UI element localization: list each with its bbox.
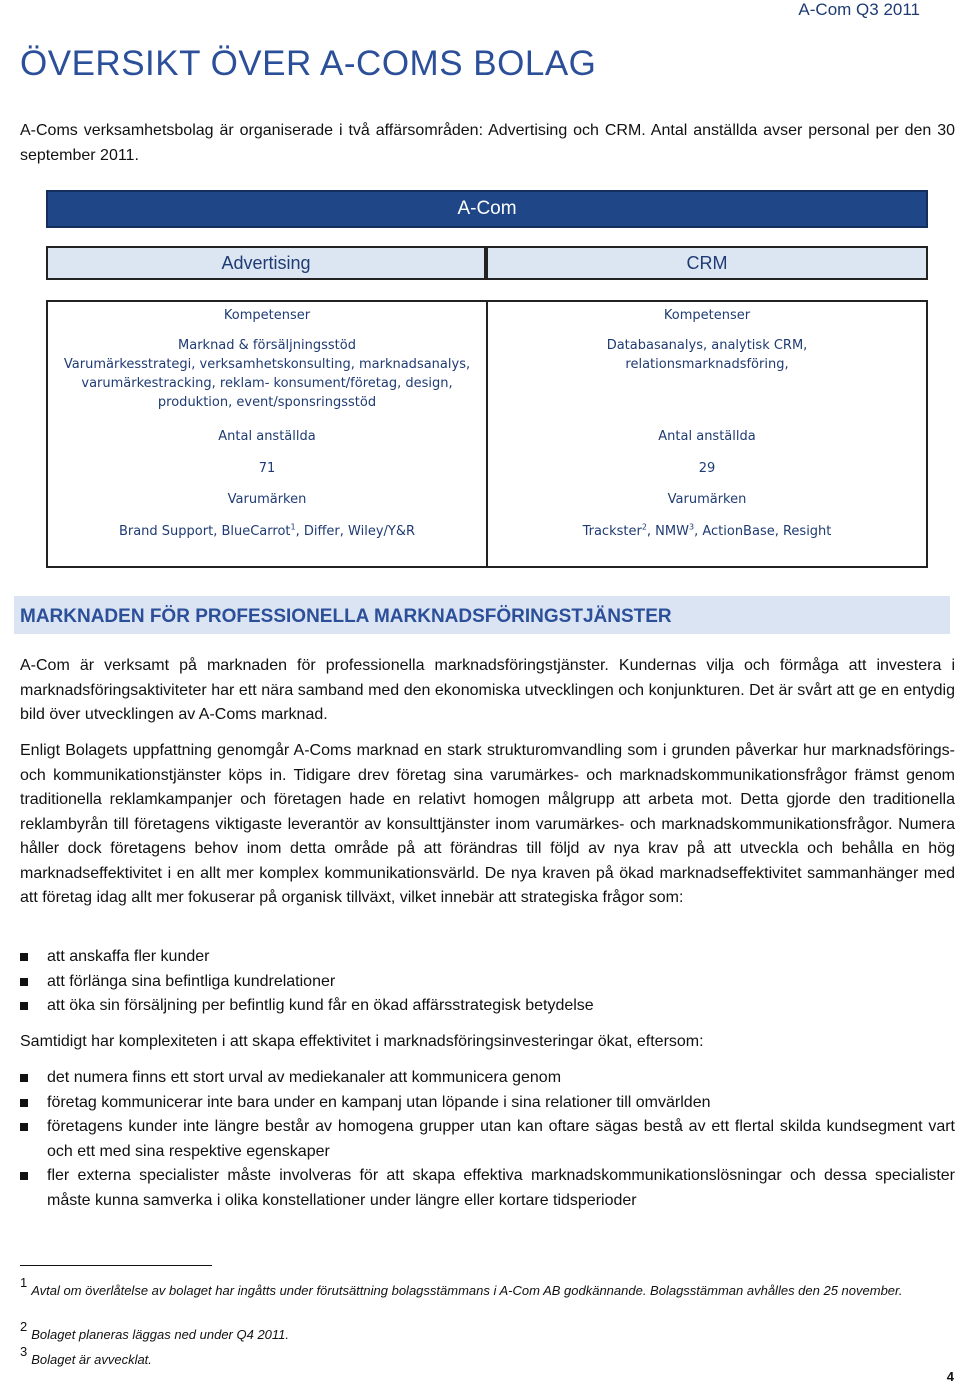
- paragraph-2: Enligt Bolagets uppfattning genomgår A-Coms marknad en stark strukturomvandling som i grunden påverkar hur marknadsförings- och kommunikationstjänster köps in. Tidigare drev företag sina varumärkes- och marknadskommunikationsfrågor främst genom traditionella reklamkampanjer och företagen hade en relativt homogen målgrupp att arbeta mot. Detta gjorde den traditionella reklambyrån till företagens viktigaste leverantör av konsulttjänster inom varumärkes- och marknadskommunikationsfrågor. Numera håller dock företagens behov inom detta område på att förändras till följd av nya krav på att utveckla och behålla en hög marknadseffektivitet i en allt mer komplex kommunikationsvärld. De nya kraven på ökad marknadseffektivitet sammanhänger med att företag idag allt mer fokuserar på organisk tillväxt, vilket innebär att strategiska frågor som:: [20, 742, 955, 906]
- list-item: företagens kunder inte längre består av homogena grupper utan kan oftare sägas bestå av ett flertal skilda kundsegment vart och ett med sina respektive egenskaper: [20, 1115, 955, 1164]
- square-bullet-icon: [20, 1074, 28, 1082]
- strategy-list: [20, 945, 955, 1019]
- anstallda-value: 71: [258, 461, 276, 476]
- kompetens-line: produktion, event/sponsringsstöd: [157, 395, 377, 410]
- list-item: företag kommunicerar inte bara under en kampanj utan löpande i sina relationer till omvärlden: [20, 1091, 955, 1116]
- list-item: det numera finns ett stort urval av mediekanaler att kommunicera genom: [20, 1066, 955, 1091]
- list-item: fler externa specialister måste involveras för att skapa effektiva marknadskommunikationslösningar och dessa specialister måste kunna samverka i olika konstellationer under längre eller kortare tidsperioder: [20, 1164, 955, 1213]
- footnote-ref: 2: [641, 522, 647, 532]
- varumarken-label: Varumärken: [227, 492, 307, 507]
- brand-text: , ActionBase, Resight: [694, 524, 832, 539]
- square-bullet-icon: [20, 1123, 28, 1131]
- anstallda-label: Antal anställda: [658, 429, 756, 444]
- advertising-box: [46, 300, 488, 568]
- square-bullet-icon: [20, 978, 28, 986]
- org-top-company: A-Com: [46, 190, 928, 228]
- varumarken-label: Varumärken: [667, 492, 747, 507]
- footnote: 2Bolaget planeras läggas ned under Q4 2011.: [20, 1319, 290, 1342]
- square-bullet-icon: [20, 1002, 28, 1010]
- kompetenser-label: Kompetenser: [223, 308, 311, 323]
- footnote-ref: 3: [688, 522, 695, 532]
- complexity-list: [20, 1066, 955, 1213]
- brands-list: [48, 522, 486, 541]
- brand-text: Trackster: [582, 524, 642, 539]
- document-header: A-Com Q3 2011: [798, 0, 920, 19]
- anstallda-label: Antal anställda: [218, 429, 316, 444]
- kompetens-line: varumärkestracking, reklam- konsument/företag, design,: [81, 376, 453, 391]
- section-title: MARKNADEN FÖR PROFESSIONELLA MARKNADSFÖRINGSTJÄNSTER: [20, 606, 672, 627]
- footnote-separator: [20, 1265, 212, 1266]
- paragraph-1: A-Com är verksamt på marknaden för professionella marknadsföringstjänster. Kundernas vilja och förmåga att investera i marknadsföringsaktiviteter har ett nära samband med den ekonomiska utvecklingen och konjunkturen. Det är svårt att ge en entydig bild över utvecklingen av A-Coms marknad.: [20, 657, 955, 723]
- crm-box: [486, 300, 928, 568]
- kompetens-line: Varumärkesstrategi, verksamhetskonsulting, marknadsanalys,: [63, 357, 471, 372]
- crm-heading: CRM: [486, 246, 928, 280]
- page-number: 4: [946, 1369, 954, 1384]
- intro-paragraph: A-Coms verksamhetsbolag är organiserade i två affärsområden: Advertising och CRM. Antal anställda avser personal per den 30 september 2011.: [20, 122, 955, 164]
- square-bullet-icon: [20, 1172, 28, 1180]
- anstallda-value: 29: [698, 461, 716, 476]
- kompetens-line: Databasanalys, analytisk CRM,: [606, 338, 808, 353]
- square-bullet-icon: [20, 953, 28, 961]
- square-bullet-icon: [20, 1099, 28, 1107]
- brand-text: , Differ, Wiley/Y&R: [295, 524, 416, 539]
- brands-list: [488, 522, 926, 541]
- brand-text: , NMW: [646, 524, 689, 539]
- list-item: att anskaffa fler kunder: [20, 945, 955, 970]
- list-item: att öka sin försäljning per befintlig kund får en ökad affärsstrategisk betydelse: [20, 994, 955, 1019]
- footnote: 3Bolaget är avvecklat.: [20, 1344, 152, 1367]
- advertising-heading: Advertising: [46, 246, 486, 280]
- footnote-ref: 1: [290, 522, 296, 532]
- paragraph-3: Samtidigt har komplexiteten i att skapa effektivitet i marknadsföringsinvesteringar ökat, eftersom:: [20, 1033, 704, 1050]
- org-chart: [46, 190, 928, 568]
- footnote: 1Avtal om överlåtelse av bolaget har ingåtts under förutsättning bolagsstämmans i A-Com AB godkännande. Bolagsstämman avhålles den 25 november.: [20, 1275, 903, 1298]
- kompetenser-label: Kompetenser: [663, 308, 751, 323]
- brand-text: Brand Support, BlueCarrot: [118, 524, 291, 539]
- kompetens-line: relationsmarknadsföring,: [625, 357, 789, 372]
- list-item: att förlänga sina befintliga kundrelationer: [20, 970, 955, 995]
- page-title: ÖVERSIKT ÖVER A-COMS BOLAG: [20, 44, 597, 83]
- kompetens-line: Marknad & försäljningsstöd: [178, 338, 356, 353]
